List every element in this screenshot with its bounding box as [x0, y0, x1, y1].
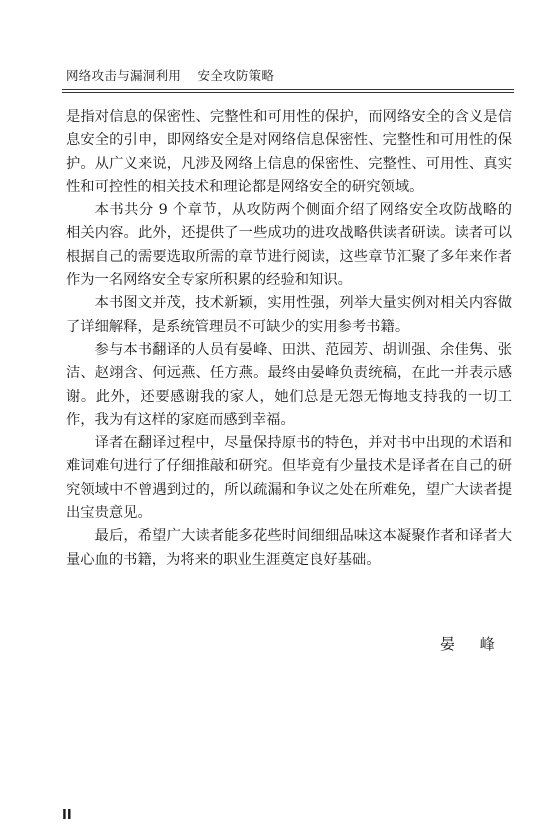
book-title: 网络攻击与漏洞利用: [66, 68, 182, 83]
translator-signature: 晏 峰: [440, 635, 505, 653]
preface-body: [66, 106, 512, 572]
header-rule-bottom: [62, 92, 514, 93]
paragraph-translation-notes: 译者在翻译过程中，尽量保持原书的特色，并对书中出现的术语和难词难句进行了仔细推敲和研究。但毕竟有少量技术是译者在自己的研究领域中不曾遇到过的，所以疏漏和争议之处在所难免，望广大读者提出宝贵意见。: [66, 435, 512, 522]
header-rule-top: [62, 89, 514, 90]
paragraph-closing: 最后，希望广大读者能多花些时间细细品味这本凝聚作者和译者大量心血的书籍，为将来的职业生涯奠定良好基础。: [66, 528, 512, 568]
paragraph-features: 本书图文并茂，技术新颖，实用性强，列举大量实例对相关内容做了详细解释，是系统管理员不可缺少的实用参考书籍。: [66, 295, 512, 335]
running-header: [66, 66, 274, 84]
paragraph-chapters: 本书共分 9 个章节，从攻防两个侧面介绍了网络安全攻防战略的相关内容。此外，还提供了一些成功的进攻战略供读者研读。读者可以根据自己的需要选取所需的章节进行阅读，这些章节汇聚了多年来作者作为一名网络安全专家所积累的经验和知识。: [66, 202, 512, 289]
book-subtitle: 安全攻防策略: [197, 68, 275, 83]
page-number: II: [62, 808, 72, 823]
paragraph-translators: 参与本书翻译的人员有晏峰、田洪、范园芳、胡训强、余佳隽、张洁、赵翊含、何远燕、任方燕。最终由晏峰负责统稿，在此一并表示感谢。此外，还要感谢我的家人，她们总是无怨无悔地支持我的一切工作，我为有这样的家庭而感到幸福。: [66, 341, 512, 428]
paragraph-continued: 是指对信息的保密性、完整性和可用性的保护，而网络安全的含义是信息安全的引申，即网络安全是对网络信息保密性、完整性和可用性的保护。从广义来说，凡涉及网络上信息的保密性、完整性、可用性、真实性和可控性的相关技术和理论都是网络安全的研究领域。: [66, 109, 512, 195]
